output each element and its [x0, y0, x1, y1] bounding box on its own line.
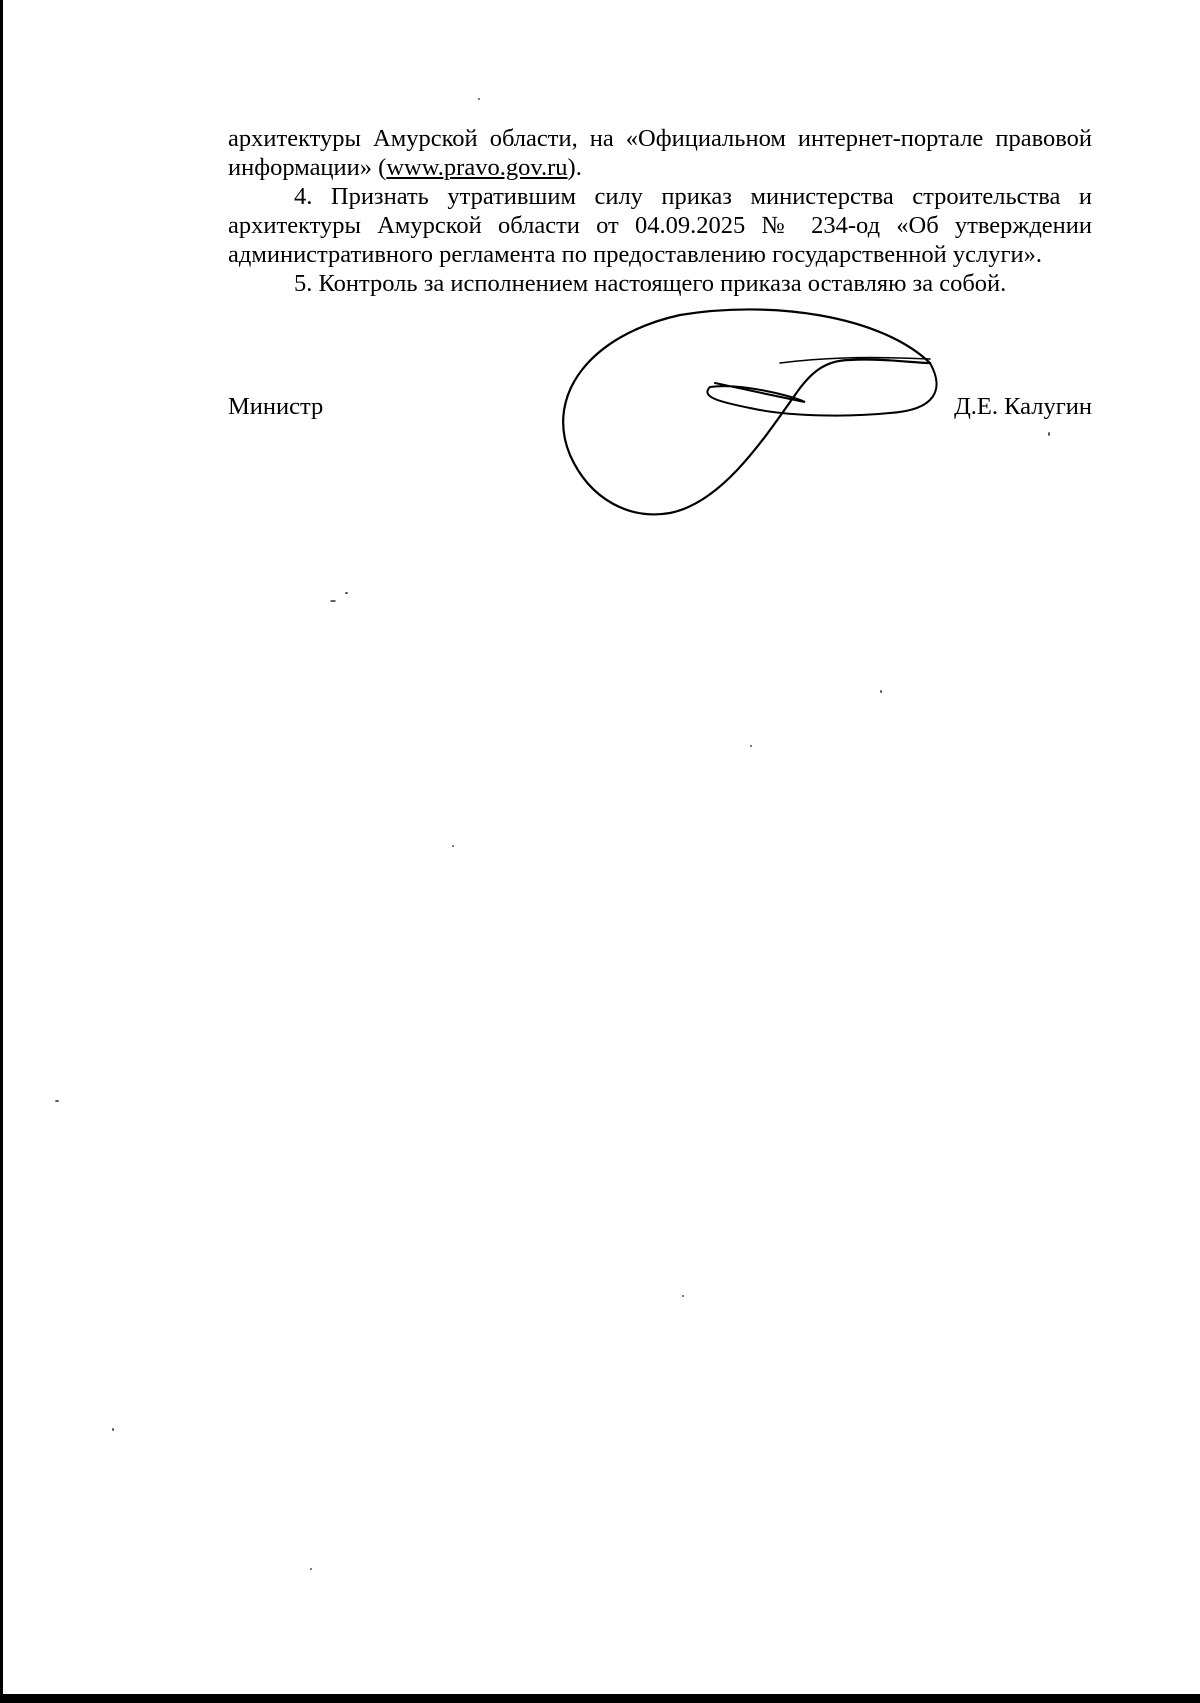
- document-body: [228, 124, 1092, 298]
- scan-speck: [55, 1100, 59, 1102]
- scan-bottom-edge: [0, 1694, 1200, 1703]
- paragraph-text-end: ).: [567, 154, 582, 181]
- paragraph-item-5: 5. Контроль за исполнением настоящего приказа оставляю за собой.: [294, 270, 1007, 297]
- scan-speck: [345, 592, 348, 594]
- scan-speck: [1048, 432, 1050, 436]
- scan-speck: [310, 1568, 312, 1570]
- scan-speck: [330, 600, 336, 602]
- paragraph-item-4: 4. Признать утратившим силу приказ министерства строительства и архитектуры Амурской области от 04.09.2025 № 234-од «Об утверждении административного регламента по предоставлению государственной услуги».: [228, 183, 1092, 268]
- handwritten-signature: [550, 305, 940, 525]
- scan-left-edge: [0, 0, 3, 1703]
- scan-speck: [112, 1428, 114, 1431]
- scan-speck: [682, 1295, 684, 1297]
- paragraph-text: архитектуры Амурской области, на «Официальном интернет-портале правовой информации» (: [228, 125, 1092, 181]
- signatory-role: Министр: [228, 393, 324, 420]
- signatory-name: Д.Е. Калугин: [954, 393, 1092, 420]
- scan-speck: [452, 845, 454, 847]
- scan-speck: [880, 690, 882, 693]
- scan-speck: [750, 745, 752, 747]
- paragraph-continuation: [228, 124, 1092, 182]
- pravo-link[interactable]: www.pravo.gov.ru: [386, 154, 568, 181]
- scan-speck: [478, 98, 480, 100]
